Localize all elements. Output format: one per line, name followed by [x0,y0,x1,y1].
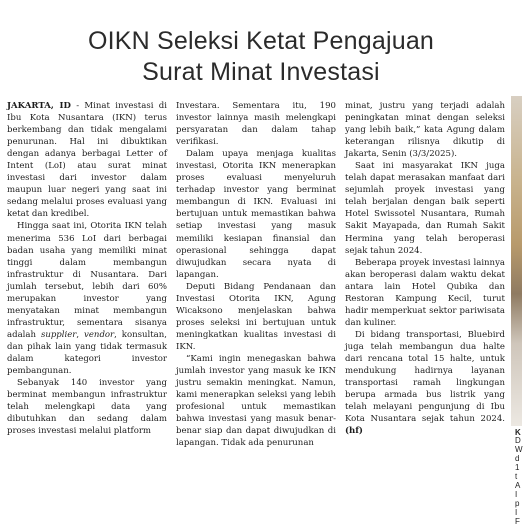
photo-caption-fragment: A [515,481,521,490]
paragraph-text: - Minat investasi di Ibu Kota Nusantara (IKN) terus berkembang dan tidak mengalami penurunan. Hal ini dibuktikan dengan adanya berbagai Letter of Intent (LoI) atau surat minat investasi dari investor dalam maupun luar negeri yang saat ini sedang melalui proses evaluasi yang ketat dan kredibel. [7,101,167,220]
article-column-3 [345,100,505,456]
article-column-1 [7,100,167,456]
paragraph: Sebanyak 140 investor yang berminat membangun infrastruktur telah melengkapi data yang dibutuhkan dan sedang dalam proses investasi melalui platform [7,378,167,437]
photo-caption-fragment: W [515,445,523,454]
photo-caption-letter: K [515,428,521,437]
photo-caption-fragment: I [515,490,518,499]
headline-line-2: Surat Minat Investasi [142,58,380,86]
photo-caption-fragment: p [515,499,520,508]
paragraph [345,329,505,437]
photo-caption-fragments [515,436,523,526]
headline [0,26,522,88]
paragraph-text: , [76,329,85,340]
emphasis-vendor: vendor [84,329,115,340]
paragraph: “Kami ingin menegaskan bahwa jumlah investor yang masuk ke IKN justru semakin meningkat. Namun, kami menerapkan seleksi yang lebih profesional untuk memastikan bahwa investasi yang masuk benar-benar siap dan dapat diwujudkan di lapangan. Tidak ada penurunan [176,353,336,449]
photo-caption-fragment: D [515,436,521,445]
paragraph [7,220,167,377]
paragraph-text: Hingga saat ini, Otorita IKN telah menerima 536 LoI dari berbagai badan usaha yang memiliki minat tinggi dalam membangun infrastruktur di Nusantara. Dari jumlah tersebut, lebih dari 60% merupakan investor yang menyatakan minat membangun infrastruktur, sementara sisanya adalah [7,221,167,340]
paragraph: Dalam upaya menjaga kualitas investasi, Otorita IKN menerapkan proses evaluasi menyeluruh terhadap investor yang berminat membangun di IKN. Evaluasi ini bertujuan untuk memastikan bahwa setiap investasi yang masuk memiliki kesiapan finansial dan operasional sehingga dapat diwujudkan secara nyata di lapangan. [176,149,336,280]
photo-caption-fragment: 1 [515,463,520,472]
photo-caption-fragment: t [515,472,518,481]
dateline: JAKARTA, ID [7,101,71,111]
photo-caption-fragment: F [515,517,520,526]
paragraph: Saat ini masyarakat IKN juga telah dapat merasakan manfaat dari sejumlah proyek investasi yang telah berjalan dengan baik seperti Hotel Swissotel Nusantara, Rumah Sakit Mayapada, dan Rumah Sakit Hermina yang telah beroperasi sejak tahun 2024. [345,161,505,256]
author-signoff: (hf) [345,426,363,437]
paragraph [7,100,167,220]
photo-edge [510,0,522,456]
photo-image [511,96,522,426]
headline-line-1: OIKN Seleksi Ketat Pengajuan [87,27,435,55]
emphasis-supplier: supplier [40,329,77,340]
photo-caption-fragment: d [515,454,520,463]
paragraph-text: Di bidang transportasi, Bluebird juga telah membangun dua halte dari rencana total 15 halte, untuk mendukung hadirnya layanan transportasi ramah lingkungan berupa armada bus listrik yang telah melayani pengunjung di Ibu Kota Nusantara sejak tahun 2024. [345,329,505,425]
paragraph-text: , konsultan, dan pihak lain yang tidak termasuk dalam kategori investor pembangunan. [7,329,167,377]
paragraph: Beberapa proyek investasi lainnya akan beroperasi dalam waktu dekat antara lain Hotel Qubika dan Restoran Kampung Kecil, turut hadir memperkuat sektor pariwisata dan kuliner. [345,257,505,328]
article-column-2 [176,100,336,456]
photo-caption-fragment: I [515,508,518,517]
paragraph: Deputi Bidang Pendanaan dan Investasi Otorita IKN, Agung Wicaksono menjelaskan bahwa proses seleksi ini bertujuan untuk meningkatkan kualitas investasi di IKN. [176,281,336,352]
paragraph: minat, justru yang terjadi adalah peningkatan minat dengan seleksi yang lebih baik,” kata Agung dalam keterangan rilisnya dikutip di Jakarta, Senin (3/3/2025). [345,101,505,160]
paragraph: Investara. Sementara itu, 190 investor lainnya masih melengkapi persyaratan dan dalam tahap verifikasi. [176,101,336,148]
